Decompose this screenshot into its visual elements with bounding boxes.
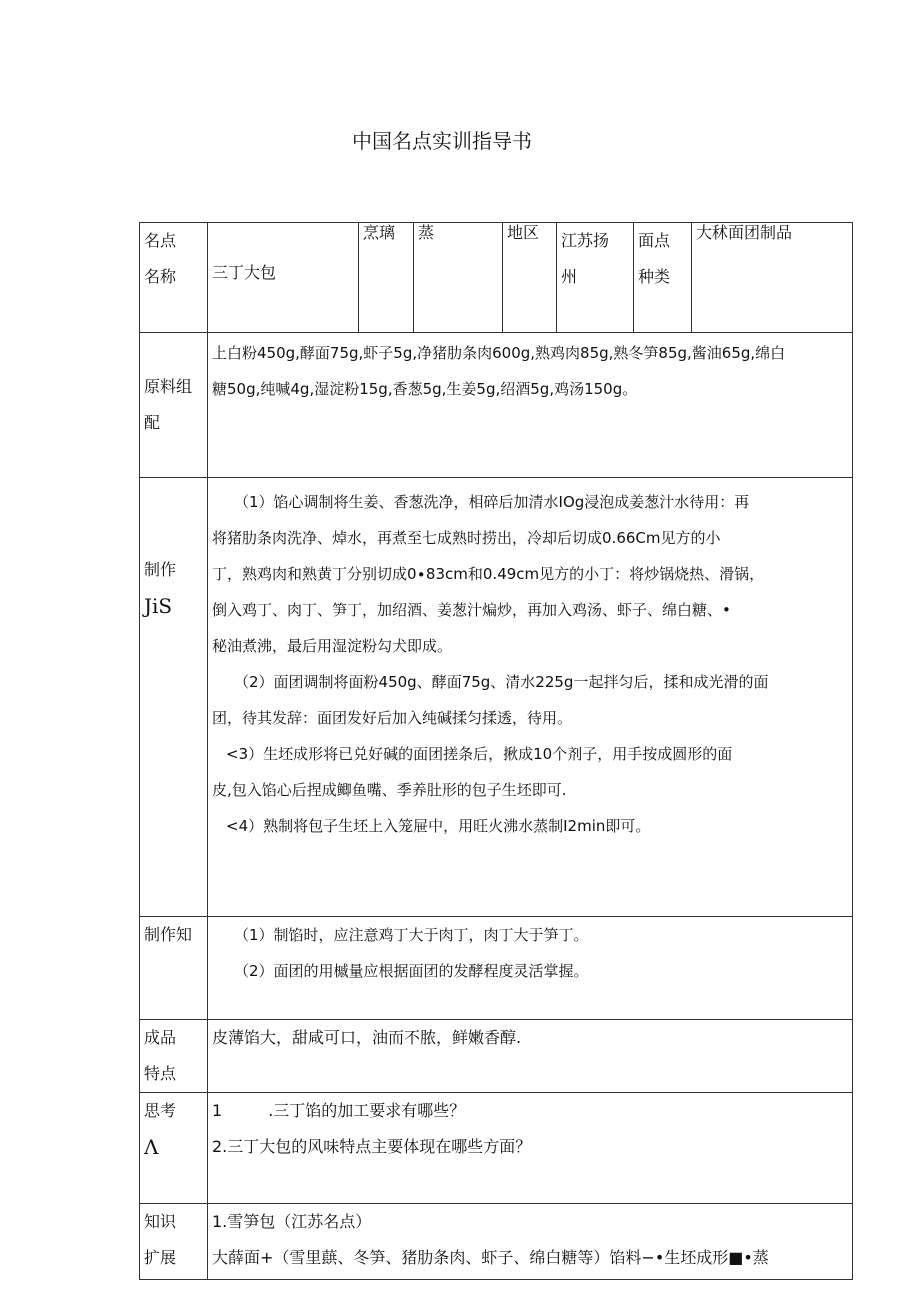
name-value-cell (208, 223, 359, 333)
ingredients-row (140, 333, 853, 478)
ingredients-text-cell (208, 333, 853, 478)
extension-row (140, 1204, 853, 1280)
step3-line: 皮,包入馅心后捏成鲫鱼嘴、季养肚形的包子生坯即可. (212, 781, 567, 799)
extension-label-line-2: 扩展 (144, 1248, 177, 1267)
step3-line: <3）生坯成形将已兑好碱的面团搓条后，揪成10个剂子，用手按成圆形的面 (226, 745, 733, 763)
features-row (140, 1020, 853, 1093)
extension-line-2: 大薛面+（雪里蕻、冬笋、猪肋条肉、虾子、绵白糖等）馅料−•生坯成形■•蒸 (212, 1248, 769, 1267)
step4-line: <4）熟制将包子生坯上入笼屉中，用旺火沸水蒸制I2min即可。 (226, 817, 651, 835)
tips-label: 制作知 (144, 925, 193, 944)
kind-label-line-2: 种类 (638, 267, 671, 286)
tips-row (140, 917, 853, 1020)
header-row (140, 223, 853, 333)
questions-label-line-2: Λ (144, 1135, 159, 1159)
question-2: 2.三丁大包的风味特点主要体现在哪些方面？ (212, 1137, 532, 1156)
step1-line: 秘油煮沸，最后用湿淀粉勾犬即成。 (212, 637, 453, 655)
method-label-cell (140, 478, 208, 917)
page-title: 中国名点实训指导书 (352, 129, 532, 153)
method-text-cell (208, 478, 853, 917)
kind-value-cell (692, 223, 853, 333)
ingredients-line-1: 上白粉450g,酵面75g,虾子5g,净猪肋条肉600g,熟鸡肉85g,熟冬笋85g,酱油65g,绵白 (212, 344, 786, 362)
extension-label-cell (140, 1204, 208, 1280)
tips-line-1: （1）制馅时，应注意鸡丁大于肉丁，肉丁大于笋丁。 (234, 926, 589, 944)
name-label-line-2: 名称 (144, 267, 177, 286)
step2-line: （2）面团调制将面粉450g、酵面75g、清水225g一起拌匀后，揉和成光滑的面 (234, 673, 769, 691)
region-value-line-1: 江苏扬 (561, 231, 610, 250)
questions-label-line-1: 思考 (144, 1101, 177, 1120)
questions-text-cell (208, 1093, 853, 1204)
step1-line: 倒入鸡丁、肉丁、笋丁，加绍酒、姜葱汁煸炒，再加入鸡汤、虾子、绵白糖、• (212, 601, 731, 619)
name-label-cell (140, 223, 208, 333)
region-label-cell (503, 223, 557, 333)
questions-label-cell (140, 1093, 208, 1204)
tips-label-cell (140, 917, 208, 1020)
region-label: 地区 (507, 223, 540, 242)
question-1-number: 1 (212, 1101, 223, 1120)
name-label-line-1: 名点 (144, 231, 177, 250)
ingredients-line-2: 糖50g,纯喊4g,湿淀粉15g,香葱5g,生姜5g,绍酒5g,鸡汤150g。 (212, 380, 638, 398)
tips-line-2: （2）面团的用槭量应根据面团的发酵程度灵活掌握。 (234, 962, 589, 980)
step2-line: 团，待其发辞：面团发好后加入纯碱揉匀揉透，待用。 (212, 709, 573, 727)
step1-line: 将猪肋条肉洗净、焯水，再煮至七成熟时捞出，冷却后切成0.66Cm见方的小 (212, 529, 721, 547)
region-value-cell (557, 223, 634, 333)
features-label-cell (140, 1020, 208, 1093)
step1-line: （1）馅心调制将生姜、香葱洗净，相碎后加清水IOg浸泡成姜葱汁水待用：再 (234, 493, 750, 511)
ingredients-label-line-2: 配 (144, 413, 161, 432)
cook-value: 蒸 (418, 223, 435, 242)
questions-row (140, 1093, 853, 1204)
tips-text-cell (208, 917, 853, 1020)
cook-value-cell (414, 223, 503, 333)
step1-line: 丁，熟鸡肉和熟黄丁分别切成0∙83cm和0.49cm见方的小丁：将炒锅烧热、滑锅， (212, 565, 765, 583)
features-label-line-1: 成品 (144, 1028, 177, 1047)
question-1-text: .三丁馅的加工要求有哪些？ (268, 1101, 466, 1120)
cook-label-cell (359, 223, 414, 333)
kind-label-cell (634, 223, 692, 333)
method-label-line-1: 制作 (144, 560, 177, 579)
method-label-line-2: JiS (144, 594, 173, 618)
kind-value: 大秫面团制品 (696, 223, 793, 242)
extension-line-1: 1.雪笋包（江苏名点） (212, 1212, 372, 1231)
extension-text-cell (208, 1204, 853, 1280)
question-1 (212, 1093, 852, 1129)
region-value-line-2: 州 (561, 267, 578, 286)
ingredients-label-line-1: 原料组 (144, 377, 193, 396)
kind-label-line-1: 面点 (638, 231, 671, 250)
recipe-table (139, 222, 853, 1280)
features-text-cell (208, 1020, 853, 1093)
name-value: 三丁大包 (212, 263, 277, 282)
method-row (140, 478, 853, 917)
cook-label: 烹璃 (363, 223, 396, 242)
extension-label-line-1: 知识 (144, 1212, 177, 1231)
features-label-line-2: 特点 (144, 1064, 177, 1083)
ingredients-label-cell (140, 333, 208, 478)
features-text: 皮薄馅大，甜咸可口，油而不脓，鲜嫩香醇. (212, 1028, 522, 1047)
